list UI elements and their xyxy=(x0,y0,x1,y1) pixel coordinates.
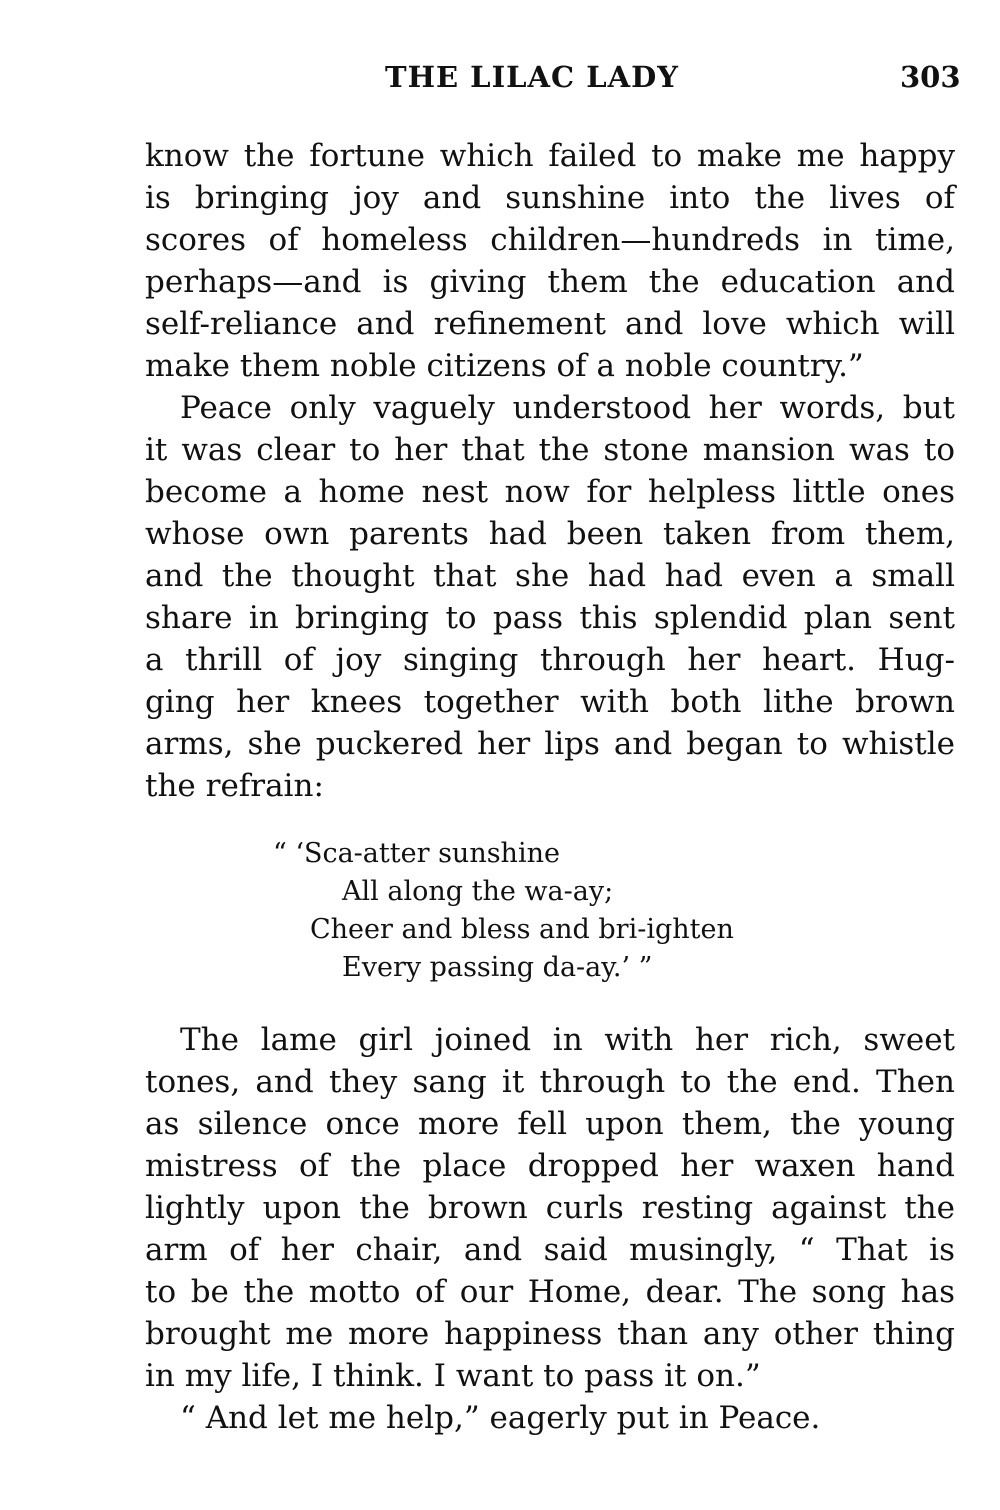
verse-line: Cheer and bless and bri-ighten xyxy=(310,914,734,945)
text-line: Peace only vaguely understood her words, but xyxy=(180,390,955,426)
verse-line: “ ‘Sca-atter sunshine xyxy=(273,838,560,869)
text-line: brought me more happiness than any other thing xyxy=(145,1316,955,1352)
text-line: self-reliance and refinement and love which will xyxy=(145,306,955,342)
text-line: make them noble citizens of a noble country.” xyxy=(145,348,864,384)
text-line: in my life, I think. I want to pass it on.” xyxy=(145,1358,761,1394)
text-line: The lame girl joined in with her rich, sweet xyxy=(180,1022,955,1058)
text-line: is bringing joy and sunshine into the lives of xyxy=(145,180,955,216)
text-line: become a home nest now for helpless little ones xyxy=(145,474,955,510)
text-line: to be the motto of our Home, dear. The song has xyxy=(145,1274,955,1310)
text-line: share in bringing to pass this splendid plan sent xyxy=(145,600,955,636)
running-head xyxy=(0,60,1000,100)
text-line: perhaps—and is giving them the education and xyxy=(145,264,955,300)
text-line: know the fortune which failed to make me happy xyxy=(145,138,955,174)
text-line: mistress of the place dropped her waxen hand xyxy=(145,1148,955,1184)
text-line: and the thought that she had had even a small xyxy=(145,558,955,594)
text-line: arms, she puckered her lips and began to whistle xyxy=(145,726,955,762)
text-line: it was clear to her that the stone mansion was to xyxy=(145,432,955,468)
running-title: THE LILAC LADY xyxy=(385,60,679,94)
text-line: scores of homeless children—hundreds in time, xyxy=(145,222,955,258)
text-line: “ And let me help,” eagerly put in Peace. xyxy=(180,1400,821,1436)
text-line: tones, and they sang it through to the end. Then xyxy=(145,1064,955,1100)
text-line: arm of her chair, and said musingly, “ That is xyxy=(145,1232,955,1268)
text-line: lightly upon the brown curls resting against the xyxy=(145,1190,955,1226)
text-line: the refrain: xyxy=(145,768,324,804)
text-line: as silence once more fell upon them, the young xyxy=(145,1106,955,1142)
verse-line: Every passing da-ay.’ ” xyxy=(342,952,653,983)
text-line: whose own parents had been taken from them, xyxy=(145,516,955,552)
page-number: 303 xyxy=(900,60,961,94)
text-line: a thrill of joy singing through her heart. Hug- xyxy=(145,642,955,678)
verse-line: All along the wa-ay; xyxy=(342,876,614,907)
text-line: ging her knees together with both lithe brown xyxy=(145,684,955,720)
